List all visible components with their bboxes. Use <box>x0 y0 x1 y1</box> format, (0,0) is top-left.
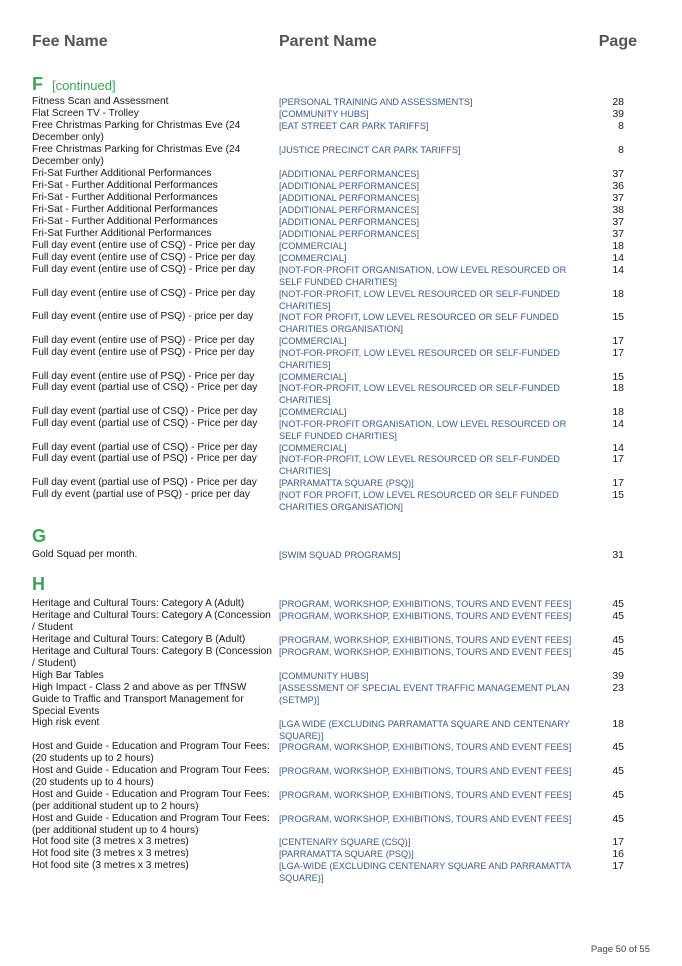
parent-name: [ADDITIONAL PERFORMANCES] <box>279 169 420 179</box>
parent-name: [PROGRAM, WORKSHOP, EXHIBITIONS, TOURS AND EVENT FEES] <box>279 611 572 621</box>
parent-name: [ASSESSMENT OF SPECIAL EVENT TRAFFIC MANAGEMENT PLAN (SETMP)] <box>279 683 570 705</box>
fee-name: Full day event (entire use of PSQ) - Price per day <box>32 335 255 346</box>
section-continued-label: [continued] <box>52 78 116 93</box>
fee-name: Heritage and Cultural Tours: Category B (Concession / Student) <box>32 646 272 669</box>
parent-name: [NOT-FOR-PROFIT, LOW LEVEL RESOURCED OR SELF-FUNDED CHARITIES] <box>279 383 560 405</box>
page-number: 39 <box>612 670 624 682</box>
page-number: 17 <box>612 477 624 489</box>
parent-name: [LGA-WIDE (EXCLUDING CENTENARY SQUARE AND PARRAMATTA SQUARE)] <box>279 861 571 883</box>
parent-name: [COMMUNITY HUBS] <box>279 109 369 119</box>
parent-name: [PROGRAM, WORKSHOP, EXHIBITIONS, TOURS AND EVENT FEES] <box>279 599 572 609</box>
parent-name: [PROGRAM, WORKSHOP, EXHIBITIONS, TOURS AND EVENT FEES] <box>279 814 572 824</box>
fee-name: Full day event (partial use of PSQ) - Price per day <box>32 477 257 488</box>
fee-name: Full day event (entire use of CSQ) - Price per day <box>32 264 256 275</box>
fee-name: Fri-Sat Further Additional Performances <box>32 168 212 179</box>
page-number: 39 <box>612 108 624 120</box>
page-number: 8 <box>618 144 624 156</box>
fee-name: Free Christmas Parking for Christmas Eve (24 December only) <box>32 120 241 143</box>
fee-name: Full day event (partial use of CSQ) - Price per day <box>32 406 258 417</box>
parent-name: [NOT-FOR-PROFIT ORGANISATION, LOW LEVEL RESOURCED OR SELF FUNDED CHARITIES] <box>279 265 567 287</box>
section-heading-g <box>32 526 46 547</box>
fee-name: Full day event (entire use of CSQ) - Price per day <box>32 240 256 251</box>
column-header-page: Page <box>598 33 637 50</box>
fee-name: Heritage and Cultural Tours: Category A (Concession / Student <box>32 610 271 633</box>
page-number: 17 <box>612 335 624 347</box>
parent-name: [LGA WIDE (EXCLUDING PARRAMATTA SQUARE AND CENTENARY SQUARE)] <box>279 719 570 741</box>
page-number: 45 <box>612 741 624 753</box>
page-number: 16 <box>612 848 624 860</box>
page-number: 36 <box>612 180 624 192</box>
fee-name: Full day event (partial use of CSQ) - Price per day <box>32 382 258 393</box>
page-number: 14 <box>612 264 624 276</box>
parent-name: [NOT-FOR-PROFIT, LOW LEVEL RESOURCED OR SELF-FUNDED CHARITIES] <box>279 348 560 370</box>
parent-name: [COMMERCIAL] <box>279 241 347 251</box>
page-number: 14 <box>612 252 624 264</box>
fee-name: Full day event (entire use of PSQ) - Price per day <box>32 371 255 382</box>
fee-name: High Bar Tables <box>32 670 104 681</box>
fee-name: High risk event <box>32 717 100 728</box>
page-number: 15 <box>612 489 624 501</box>
parent-name: [ADDITIONAL PERFORMANCES] <box>279 217 420 227</box>
page-number: 15 <box>612 371 624 383</box>
parent-name: [ADDITIONAL PERFORMANCES] <box>279 205 420 215</box>
page-number: 45 <box>612 765 624 777</box>
page-number: 28 <box>612 96 624 108</box>
fee-name: Full day event (partial use of PSQ) - Price per day <box>32 453 257 464</box>
parent-name: [SWIM SQUAD PROGRAMS] <box>279 550 401 560</box>
parent-name: [EAT STREET CAR PARK TARIFFS] <box>279 121 429 131</box>
parent-name: [NOT-FOR-PROFIT ORGANISATION, LOW LEVEL RESOURCED OR SELF FUNDED CHARITIES] <box>279 419 567 441</box>
fee-name: Free Christmas Parking for Christmas Eve (24 December only) <box>32 144 241 167</box>
fee-name: Host and Guide - Education and Program Tour Fees: (per additional student up to 4 hours) <box>32 813 270 836</box>
fee-name: Hot food site (3 metres x 3 metres) <box>32 836 189 847</box>
parent-name: [COMMERCIAL] <box>279 372 347 382</box>
parent-name: [JUSTICE PRECINCT CAR PARK TARIFFS] <box>279 145 461 155</box>
page-number: 18 <box>612 382 624 394</box>
fee-name: Fitness Scan and Assessment <box>32 96 169 107</box>
page-number: 45 <box>612 634 624 646</box>
fee-name: Heritage and Cultural Tours: Category A (Adult) <box>32 598 245 609</box>
parent-name: [COMMERCIAL] <box>279 253 347 263</box>
parent-name: [ADDITIONAL PERFORMANCES] <box>279 181 420 191</box>
page-number: 17 <box>612 453 624 465</box>
fee-name: Hot food site (3 metres x 3 metres) <box>32 848 189 859</box>
fee-name: High Impact - Class 2 and above as per TfNSW Guide to Traffic and Transport Management for Special Events <box>32 682 247 717</box>
parent-name: [PROGRAM, WORKSHOP, EXHIBITIONS, TOURS AND EVENT FEES] <box>279 635 572 645</box>
parent-name: [COMMUNITY HUBS] <box>279 671 369 681</box>
parent-name: [PROGRAM, WORKSHOP, EXHIBITIONS, TOURS AND EVENT FEES] <box>279 742 572 752</box>
parent-name: [CENTENARY SQUARE (CSQ)] <box>279 837 411 847</box>
page-number: 45 <box>612 789 624 801</box>
fee-name: Full day event (entire use of CSQ) - Price per day <box>32 288 256 299</box>
parent-name: [PERSONAL TRAINING AND ASSESSMENTS] <box>279 97 473 107</box>
page-footer: Page 50 of 55 <box>590 944 650 955</box>
fee-name: Host and Guide - Education and Program Tour Fees: (20 students up to 2 hours) <box>32 741 270 764</box>
parent-name: [NOT-FOR-PROFIT, LOW LEVEL RESOURCED OR SELF-FUNDED CHARITIES] <box>279 289 560 311</box>
parent-name: [PROGRAM, WORKSHOP, EXHIBITIONS, TOURS AND EVENT FEES] <box>279 790 572 800</box>
fee-name: Full day event (entire use of CSQ) - Price per day <box>32 252 256 263</box>
page-number: 15 <box>612 311 624 323</box>
page-number: 18 <box>612 240 624 252</box>
fee-name: Fri-Sat - Further Additional Performances <box>32 192 218 203</box>
fee-name: Gold Squad per month. <box>32 549 138 560</box>
parent-name: [ADDITIONAL PERFORMANCES] <box>279 193 420 203</box>
page-number: 18 <box>612 406 624 418</box>
parent-name: [ADDITIONAL PERFORMANCES] <box>279 229 420 239</box>
page-number: 17 <box>612 347 624 359</box>
page-number: 31 <box>612 549 624 561</box>
page-number: 37 <box>612 192 624 204</box>
section-letter: G <box>32 526 47 546</box>
parent-name: [NOT FOR PROFIT, LOW LEVEL RESOURCED OR SELF FUNDED CHARITIES ORGANISATION] <box>279 490 559 512</box>
parent-name: [PROGRAM, WORKSHOP, EXHIBITIONS, TOURS AND EVENT FEES] <box>279 766 572 776</box>
parent-name: [NOT-FOR-PROFIT, LOW LEVEL RESOURCED OR SELF-FUNDED CHARITIES] <box>279 454 560 476</box>
fee-name: Fri-Sat Further Additional Performances <box>32 228 212 239</box>
fee-name: Full dy event (partial use of PSQ) - price per day <box>32 489 250 500</box>
parent-name: [PARRAMATTA SQUARE (PSQ)] <box>279 478 414 488</box>
page-number: 17 <box>612 860 624 872</box>
section-heading-f <box>32 74 116 95</box>
parent-name: [PARRAMATTA SQUARE (PSQ)] <box>279 849 414 859</box>
page-number: 14 <box>612 418 624 430</box>
section-letter: H <box>32 574 45 594</box>
fee-name: Fri-Sat - Further Additional Performances <box>32 216 218 227</box>
section-letter: F <box>32 74 43 94</box>
section-heading-h <box>32 574 45 595</box>
page-number: 45 <box>612 646 624 658</box>
page-number: 14 <box>612 442 624 454</box>
page-number: 8 <box>618 120 624 132</box>
page-number: 45 <box>612 610 624 622</box>
page-number: 17 <box>612 836 624 848</box>
fee-name: Fri-Sat - Further Additional Performances <box>32 180 218 191</box>
column-header-parent-name: Parent Name <box>279 33 377 50</box>
fee-name: Host and Guide - Education and Program Tour Fees: (per additional student up to 2 hours) <box>32 789 270 812</box>
page-number: 18 <box>612 288 624 300</box>
fee-name: Full day event (entire use of PSQ) - Price per day <box>32 347 255 358</box>
page-number: 37 <box>612 228 624 240</box>
parent-name: [COMMERCIAL] <box>279 443 347 453</box>
page-number: 18 <box>612 718 624 730</box>
parent-name: [COMMERCIAL] <box>279 407 347 417</box>
fee-name: Heritage and Cultural Tours: Category B (Adult) <box>32 634 246 645</box>
parent-name: [NOT FOR PROFIT, LOW LEVEL RESOURCED OR SELF FUNDED CHARITIES ORGANISATION] <box>279 312 559 334</box>
column-header-fee-name: Fee Name <box>32 33 108 50</box>
page-number: 45 <box>612 598 624 610</box>
fee-name: Full day event (partial use of CSQ) - Price per day <box>32 442 258 453</box>
fee-name: Full day event (entire use of PSQ) - price per day <box>32 311 254 322</box>
fee-name: Hot food site (3 metres x 3 metres) <box>32 860 189 871</box>
page-number: 38 <box>612 204 624 216</box>
page-number: 45 <box>612 813 624 825</box>
page-number: 23 <box>612 682 624 694</box>
fee-name: Host and Guide - Education and Program Tour Fees: (20 students up to 4 hours) <box>32 765 270 788</box>
fee-name: Flat Screen TV - Trolley <box>32 108 139 119</box>
fee-name: Fri-Sat - Further Additional Performances <box>32 204 218 215</box>
fee-name: Full day event (partial use of CSQ) - Price per day <box>32 418 258 429</box>
page-number: 37 <box>612 168 624 180</box>
parent-name: [COMMERCIAL] <box>279 336 347 346</box>
parent-name: [PROGRAM, WORKSHOP, EXHIBITIONS, TOURS AND EVENT FEES] <box>279 647 572 657</box>
page-number: 37 <box>612 216 624 228</box>
